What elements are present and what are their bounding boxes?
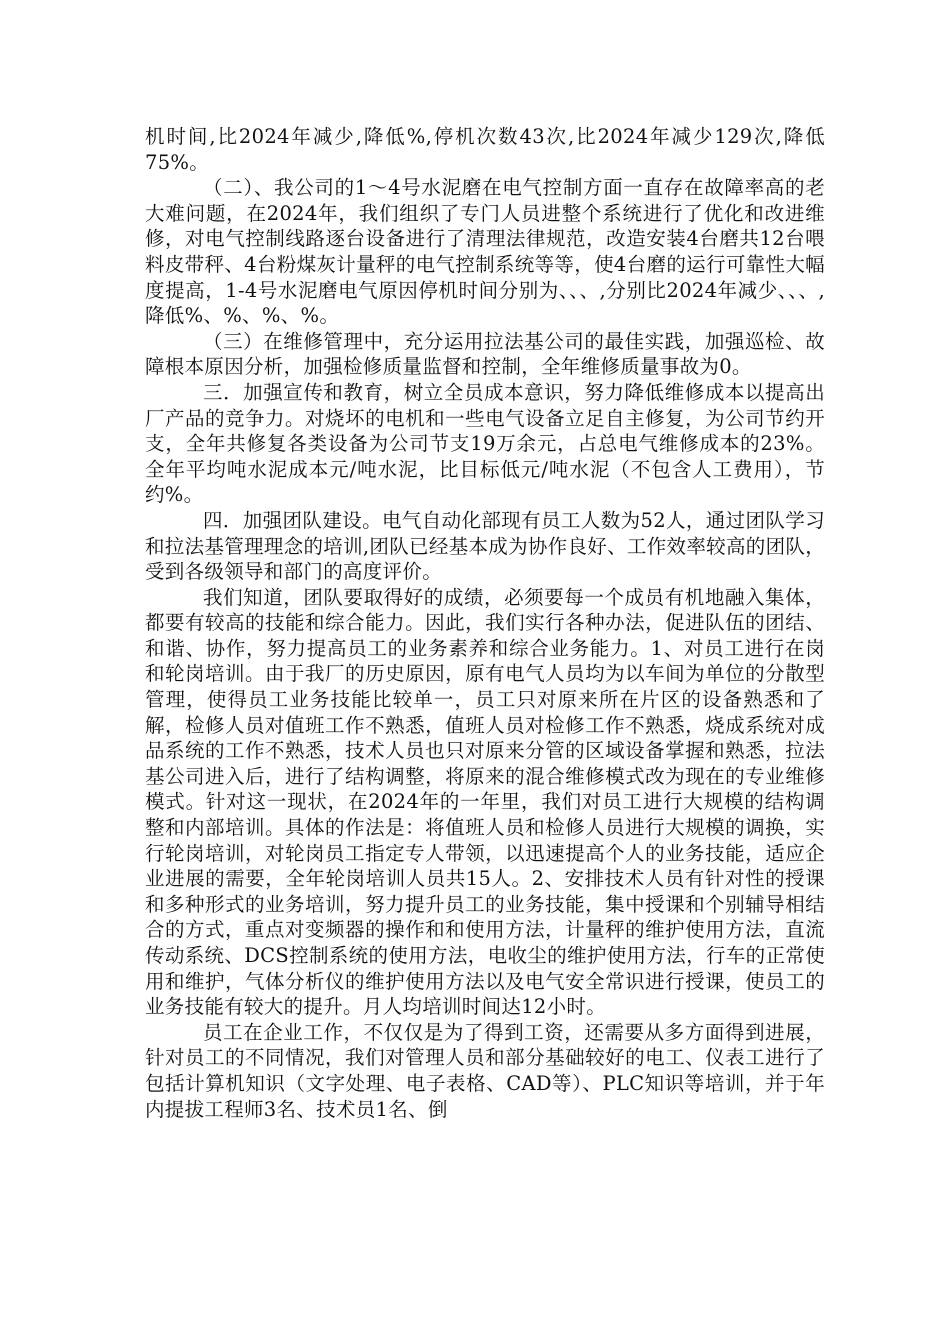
paragraph-maintenance-management: （三）在维修管理中，充分运用拉法基公司的最佳实践，加强巡检、故障根本原因分析，加强检修质量监督和控制，全年维修质量事故为0。 — [145, 329, 825, 379]
paragraph-cement-mill-control: （二）、我公司的1～4号水泥磨在电气控制方面一直存在故障率高的老大难问题，在2024年，我们组织了专门人员进整个系统进行了优化和改进维修，对电气控制线路逐台设备进行了清理法律规范，改造安装4台磨共12台喂料皮带秤、4台粉煤灰计量秤的电气控制系统等等，使4台磨的运行可靠性大幅度提高，1-4号水泥磨电气原因停机时间分别为、、、,分别比2024年减少、、、,降低%、%、%、%。 — [145, 176, 825, 328]
document-page — [145, 124, 825, 1122]
paragraph-team-building: 四．加强团队建设。电气自动化部现有员工人数为52人，通过团队学习和拉法基管理理念的培训,团队已经基本成为协作良好、工作效率较高的团队，受到各级领导和部门的高度评价。 — [145, 508, 825, 584]
paragraph-downtime-summary: 机时间,比2024年减少,降低%,停机次数43次,比2024年减少129次,降低75%。 — [145, 125, 825, 174]
paragraph-cost-awareness: 三．加强宣传和教育，树立全员成本意识，努力降低维修成本以提高出厂产品的竞争力。对烧坏的电机和一些电气设备立足自主修复，为公司节约开支，全年共修复各类设备为公司节支19万余元，占总电气维修成本的23%。全年平均吨水泥成本元/吨水泥，比目标低元/吨水泥（不包含人工费用），节约%。 — [145, 380, 825, 507]
paragraph-employee-development: 员工在企业工作，不仅仅是为了得到工资，还需要从多方面得到进展，针对员工的不同情况，我们对管理人员和部分基础较好的电工、仪表工进行了包括计算机知识（文字处理、电子表格、CAD等）、PLC知识等培训，并于年内提拔工程师3名、技术员1名、倒 — [145, 1020, 825, 1121]
paragraph-training: 我们知道，团队要取得好的成绩，必须要每一个成员有机地融入集体，都要有较高的技能和综合能力。因此，我们实行各种办法，促进队伍的团结、和谐、协作，努力提高员工的业务素养和综合业务能力。1、对员工进行在岗和轮岗培训。由于我厂的历史原因，原有电气人员均为以车间为单位的分散型管理，使得员工业务技能比较单一，员工只对原来所在片区的设备熟悉和了解，检修人员对值班工作不熟悉，值班人员对检修工作不熟悉，烧成系统对成品系统的工作不熟悉，技术人员也只对原来分管的区域设备掌握和熟悉，拉法基公司进入后，进行了结构调整，将原来的混合维修模式改为现在的专业维修模式。针对这一现状，在2024年的一年里，我们对员工进行大规模的结构调整和内部培训。具体的作法是：将值班人员和检修人员进行大规模的调换，实行轮岗培训，对轮岗员工指定专人带领，以迅速提高个人的业务技能，适应企业进展的需要，全年轮岗培训人员共15人。2、安排技术人员有针对性的授课和多种形式的业务培训，努力提升员工的业务技能，集中授课和个别辅导相结合的方式，重点对变频器的操作和和使用方法，计量秤的维护使用方法，直流传动系统、DCS控制系统的使用方法，电收尘的维护使用方法，行车的正常使用和维护，气体分析仪的维护使用方法以及电气安全常识进行授课，使员工的业务技能有较大的提升。月人均培训时间达12小时。 — [145, 585, 825, 1019]
